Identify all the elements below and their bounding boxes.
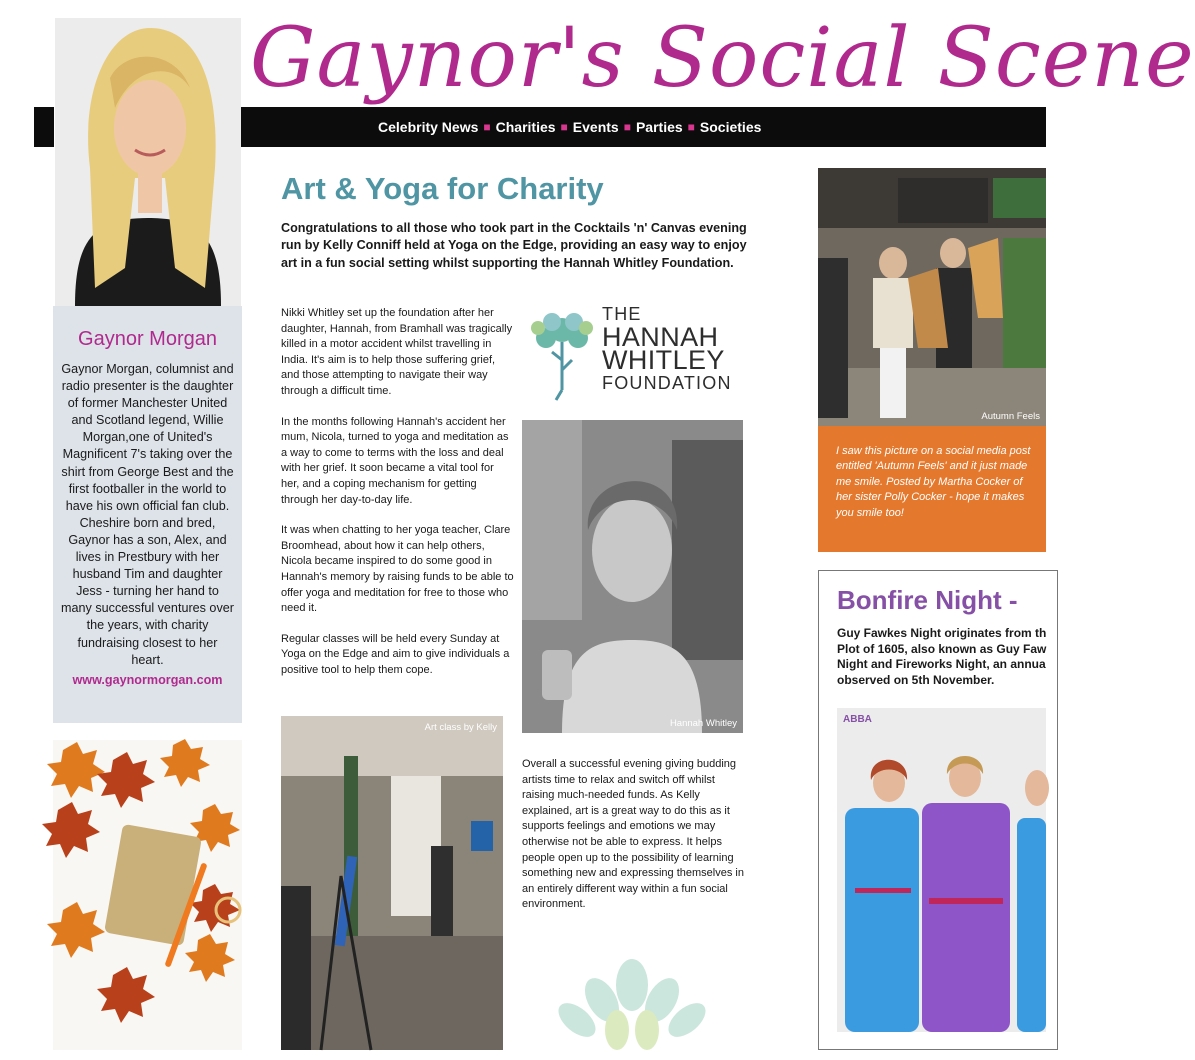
bonfire-night-heading: Bonfire Night - xyxy=(837,585,1018,615)
autumn-feels-caption: Autumn Feels xyxy=(981,411,1040,422)
nav-separator: ■ xyxy=(483,120,491,134)
nav-bar xyxy=(240,107,1046,147)
masthead-title: Gaynor's Social Scene xyxy=(250,11,1195,106)
article-paragraph: It was when chatting to her yoga teacher, Clare Broomhead, about how it can help others, Nicola became inspired to do some good in Hannah's memory by raising funds to be able to offer yoga and meditation for free to those who need it. xyxy=(281,524,514,615)
foundation-wordmark xyxy=(602,303,732,395)
article-paragraph: Regular classes will be held every Sunday at Yoga on the Edge and aim to give individuals a positive tool to help them cope. xyxy=(281,632,510,676)
foundation-wordmark-hannah: HANNAH xyxy=(602,322,719,352)
foundation-wordmark-whitley: WHITLEY xyxy=(602,345,725,375)
orange-note-box xyxy=(818,426,1046,552)
bonfire-line: Night and Fireworks Night, an annua xyxy=(837,657,1046,672)
nav-separator: ■ xyxy=(623,120,631,134)
author-bio-box xyxy=(53,306,242,723)
autumn-feels-photo xyxy=(818,168,1046,426)
bonfire-line: observed on 5th November. xyxy=(837,672,995,687)
article-intro: Congratulations to all those who took part in the Cocktails 'n' Canvas evening run by Kelly Conniff held at Yoga on the Edge, providing an easy way to enjoy art in a fun social setting whilst supporting the Hannah Whitley Foundation. xyxy=(281,221,747,270)
autumn-leaves-image xyxy=(53,740,242,1050)
abba-label: ABBA xyxy=(843,714,872,725)
abba-photo xyxy=(837,708,1046,1032)
bonfire-line: Guy Fawkes Night originates from th xyxy=(837,626,1047,640)
nav-item-parties[interactable]: Parties xyxy=(635,119,683,135)
nav-item-societies[interactable]: Societies xyxy=(699,119,762,135)
art-class-photo xyxy=(281,716,503,1050)
article-body xyxy=(281,306,514,693)
author-name: Gaynor Morgan xyxy=(78,328,217,350)
foundation-wordmark-the: THE xyxy=(602,304,642,324)
nav-item-charities[interactable]: Charities xyxy=(495,119,556,135)
nav-separator: ■ xyxy=(687,120,695,134)
bonfire-line: Plot of 1605, also known as Guy Faw xyxy=(837,641,1047,656)
article-heading: Art & Yoga for Charity xyxy=(281,171,604,206)
author-website-link[interactable]: www.gaynormorgan.com xyxy=(72,672,223,687)
foundation-wordmark-foundation: FOUNDATION xyxy=(602,373,732,393)
orange-note-text: I saw this picture on a social media post entitled 'Autumn Feels' and it just made me smile. Posted by Martha Cocker of her sister Polly Cocker - hope it makes you smile too! xyxy=(836,445,1031,519)
bonfire-night-text xyxy=(837,626,1057,688)
nav-item-celebrity-news[interactable]: Celebrity News xyxy=(378,119,479,135)
author-bio: Gaynor Morgan, columnist and radio presenter is the daughter of former Manchester United and Scotland legend, Willie Morgan,one of United's Magnificent 7's taking over the shirt from George Best and the first footballer in the world to have his own official fan club. Cheshire born and bred, Gaynor has a son, Alex, and lives in Prestbury with her husband Tim and daughter Jess - turning her hand to many successful ventures over the years, with charity fundraising closest to her heart. xyxy=(61,362,234,667)
tree-logo-icon xyxy=(522,300,602,410)
decorative-leaves-icon xyxy=(532,955,732,1055)
hannah-whitley-photo xyxy=(522,420,743,733)
nav-separator: ■ xyxy=(560,120,568,134)
article-paragraph: Nikki Whitley set up the foundation after her daughter, Hannah, from Bramhall was tragically killed in a motor accident whilst travelling in India. It's aim is to help those suffering grief, and those attempting to navigate their way through a difficult time. xyxy=(281,307,513,397)
masthead-left-bar xyxy=(34,107,54,147)
author-portrait xyxy=(55,18,241,306)
article-closing: Overall a successful evening giving budding artists time to relax and switch off whilst raising much-needed funds. As Kelly explained, art is a great way to do this as it supports feelings and emotions we may otherwise not be able to express. It helps people open up to the possibility of learning something new and expressing themselves in an entirely different way within a fun social environment. xyxy=(522,758,744,911)
hannah-photo-caption: Hannah Whitley xyxy=(669,718,737,729)
art-class-caption: Art class by Kelly xyxy=(424,722,497,733)
article-paragraph: In the months following Hannah's accident her mum, Nicola, turned to yoga and meditation as a way to come to terms with the loss and deal with her grief. It soon became a vital tool for her, and a coping mechanism for getting through her day-to-day life. xyxy=(281,415,509,506)
nav-item-events[interactable]: Events xyxy=(572,119,619,135)
